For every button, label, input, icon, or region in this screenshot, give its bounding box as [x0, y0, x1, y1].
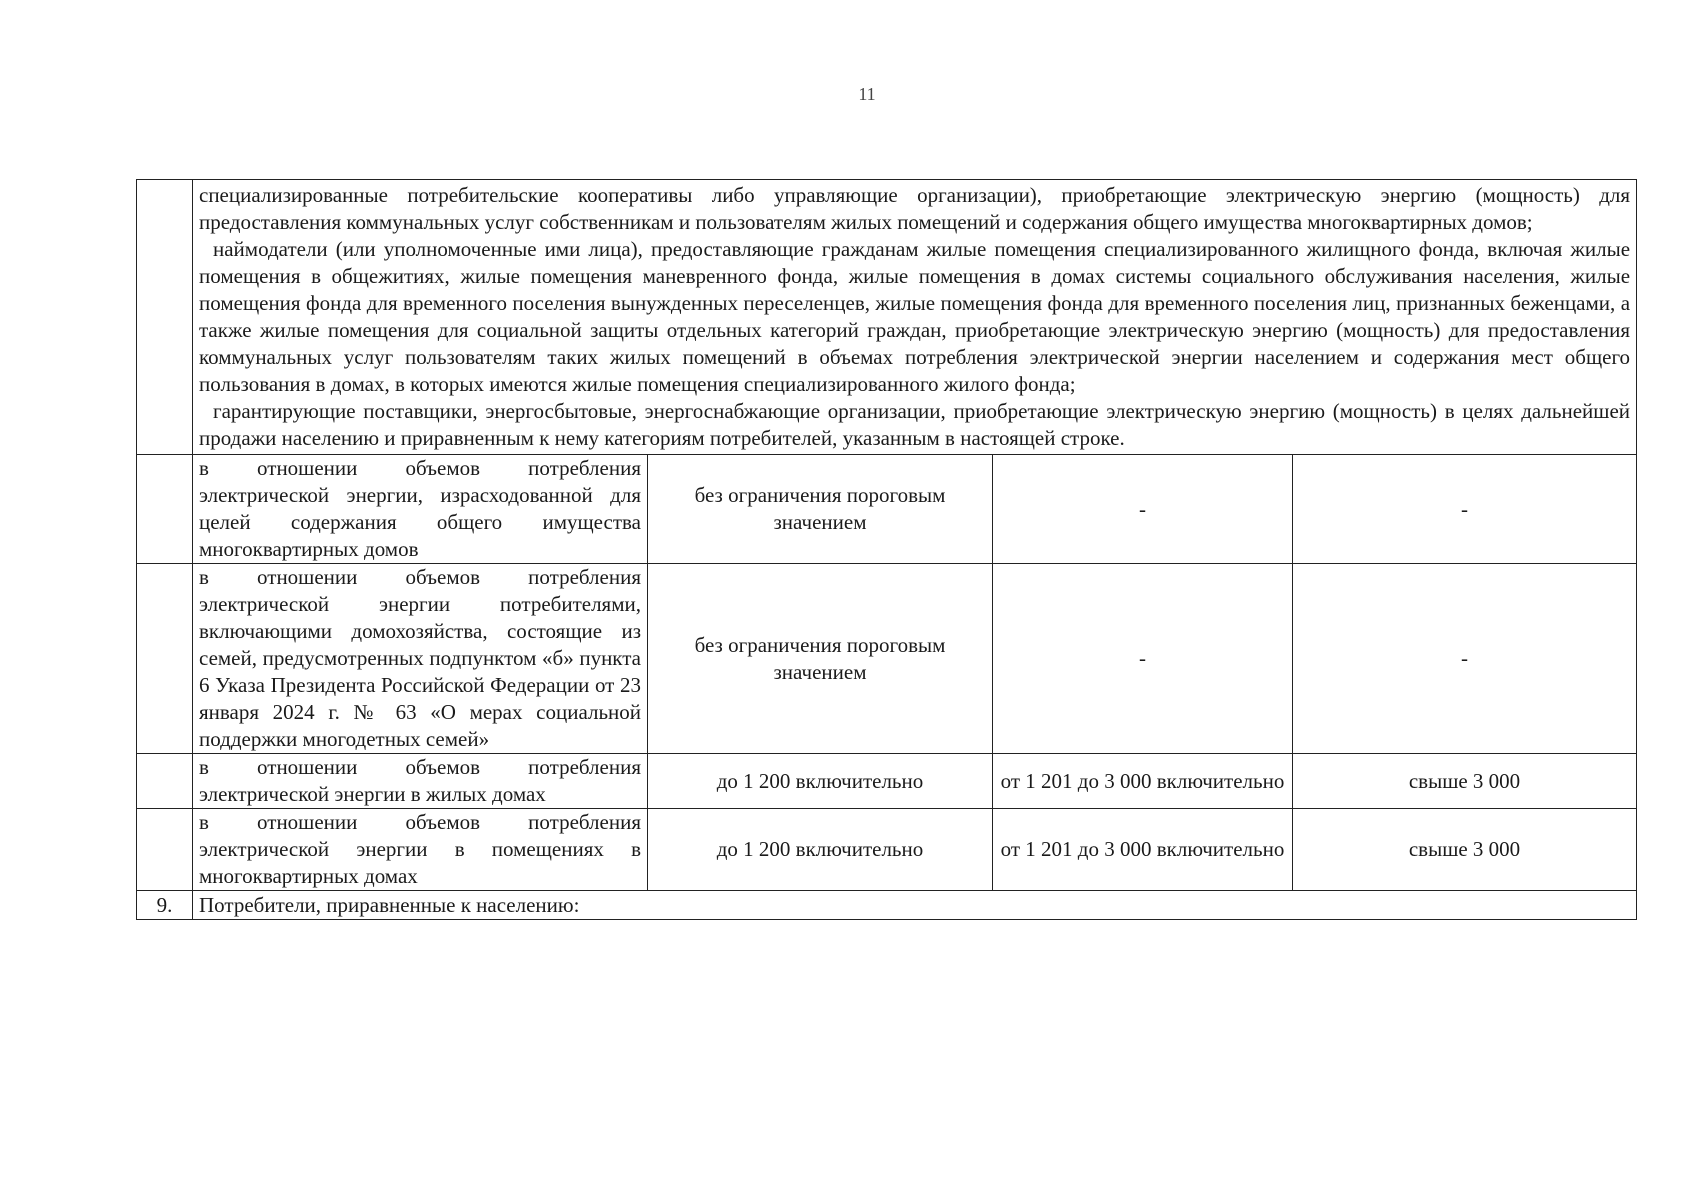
- intro-paragraph: гарантирующие поставщики, энергосбытовые, энергоснабжающие организации, приобретающие электрическую энергию (мощность) в целях дальнейшей продажи населению и приравненным к нему категориям потребителей, указанным в настоящей строке.: [199, 399, 1631, 450]
- table-row: [137, 754, 1637, 809]
- row-description: в отношении объемов потребления электрической энергии в помещениях в многоквартирных домах: [193, 809, 648, 891]
- range3-cell: -: [1293, 455, 1637, 564]
- range1-cell: до 1 200 включительно: [648, 754, 993, 809]
- row-9-number: 9.: [137, 891, 193, 920]
- row-9-text: Потребители, приравненные к населению:: [193, 891, 1637, 920]
- range2-cell: от 1 201 до 3 000 включительно: [993, 754, 1293, 809]
- range3-cell: свыше 3 000: [1293, 754, 1637, 809]
- row-number-cell: [137, 754, 193, 809]
- intro-number-cell: [137, 180, 193, 455]
- row-9: [137, 891, 1637, 920]
- row-description: в отношении объемов потребления электрической энергии потребителями, включающими домохозяйства, состоящие из семей, предусмотренных подпунктом «б» пункта 6 Указа Президента Российской Федерации от 23 января 2024 г. № 63 «О мерах социальной поддержки многодетных семей»: [193, 564, 648, 754]
- intro-paragraph: специализированные потребительские кооперативы либо управляющие организации), приобретающие электрическую энергию (мощность) для предоставления коммунальных услуг собственникам и пользователям жилых помещений и содержания общего имущества многоквартирных домов;: [199, 183, 1631, 234]
- row-number-cell: [137, 455, 193, 564]
- range2-cell: от 1 201 до 3 000 включительно: [993, 809, 1293, 891]
- row-description: в отношении объемов потребления электрической энергии, израсходованной для целей содержания общего имущества многоквартирных домов: [193, 455, 648, 564]
- range3-cell: -: [1293, 564, 1637, 754]
- intro-row: [137, 180, 1637, 455]
- table-row: [137, 564, 1637, 754]
- row-number-cell: [137, 809, 193, 891]
- range3-cell: свыше 3 000: [1293, 809, 1637, 891]
- range1-cell: до 1 200 включительно: [648, 809, 993, 891]
- intro-text-cell: [193, 180, 1637, 455]
- table-row: [137, 455, 1637, 564]
- page-number: 11: [858, 84, 876, 104]
- intro-paragraph: наймодатели (или уполномоченные ими лица), предоставляющие гражданам жилые помещения специализированного жилищного фонда, включая жилые помещения в общежитиях, жилые помещения маневренного фонда, жилые помещения в домах системы социального обслуживания населения, жилые помещения фонда для временного поселения вынужденных переселенцев, жилые помещения фонда для временного поселения лиц, признанных беженцами, а также жилые помещения для социальной защиты отдельных категорий граждан, приобретающие электрическую энергию (мощность) для предоставления коммунальных услуг пользователям таких жилых помещений в объемах потребления электрической энергии населением и содержания мест общего пользования в домах, в которых имеются жилые помещения специализированного жилого фонда;: [199, 237, 1631, 396]
- range1-cell: без ограничения пороговым значением: [648, 455, 993, 564]
- range2-cell: -: [993, 455, 1293, 564]
- table-row: [137, 809, 1637, 891]
- range1-cell: без ограничения пороговым значением: [648, 564, 993, 754]
- range2-cell: -: [993, 564, 1293, 754]
- row-number-cell: [137, 564, 193, 754]
- row-description: в отношении объемов потребления электрической энергии в жилых домах: [193, 754, 648, 809]
- tariff-table: [136, 179, 1637, 920]
